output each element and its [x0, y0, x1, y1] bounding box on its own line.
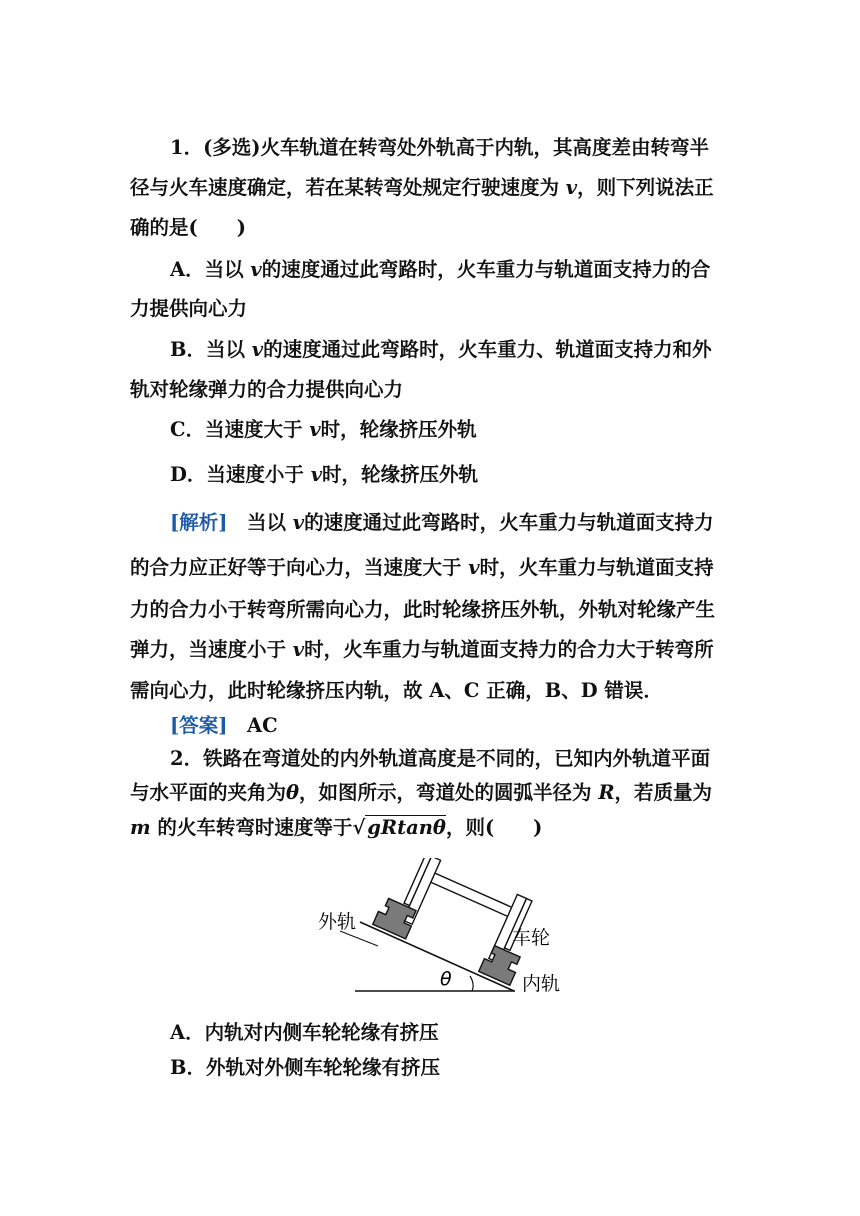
q1-stem-line2: 径与火车速度确定，若在某转弯处规定行驶速度为 v，则下列说法正 — [130, 176, 714, 199]
angle-arc — [470, 976, 473, 991]
rail-curve-diagram — [300, 858, 580, 998]
q1-analysis-line3: 力的合力小于转弯所需向心力，此时轮缘挤压外轨，外轨对轮缘产生 — [130, 598, 716, 621]
q1-option-a: A．当以 v的速度通过此弯路时，火车重力与轨道面支持力的合 — [170, 258, 711, 281]
leader-outer-rail — [340, 931, 378, 946]
q1-answer: [答案] AC — [170, 714, 278, 737]
label-wheel: 车轮 — [512, 927, 551, 949]
q1-analysis-line5: 需向心力，此时轮缘挤压内轨，故 A、C 正确，B、D 错误． — [130, 679, 663, 702]
label-outer-rail: 外轨 — [318, 911, 357, 933]
sqrt-expression: gRtanθ — [367, 816, 446, 839]
analysis-tag: [解析] — [170, 511, 228, 534]
sqrt-sign: √ — [352, 816, 366, 839]
q1-stem-line3: 确的是( ) — [130, 216, 246, 239]
inner-rail — [479, 944, 522, 985]
answer-tag: [答案] — [170, 714, 228, 737]
q1-option-b: B．当以 v的速度通过此弯路时，火车重力、轨道面支持力和外 — [170, 338, 712, 361]
q1-stem-line1: 1．(多选)火车轨道在转弯处外轨高于内轨，其高度差由转弯半 — [170, 136, 710, 159]
label-theta: θ — [440, 968, 452, 990]
q2-option-a: A．内轨对内侧车轮轮缘有挤压 — [170, 1021, 439, 1044]
q1-analysis-line4: 弹力，当速度小于 v时，火车重力与轨道面支持力的合力大于转弯所 — [130, 638, 714, 661]
q2-stem-line2: 与水平面的夹角为θ，如图所示，弯道处的圆弧半径为 R，若质量为 — [130, 781, 713, 804]
axle — [429, 872, 513, 917]
q1-analysis-line2: 的合力应正好等于向心力，当速度大于 v时，火车重力与轨道面支持 — [130, 556, 714, 579]
q2-option-b: B．外轨对外侧车轮轮缘有挤压 — [170, 1056, 440, 1079]
q1-option-c: C．当速度大于 v时，轮缘挤压外轨 — [170, 418, 477, 441]
q1-option-d: D．当速度小于 v时，轮缘挤压外轨 — [170, 463, 479, 486]
q1-analysis-line1: [解析] 当以 v的速度通过此弯路时，火车重力与轨道面支持力 — [170, 511, 714, 534]
q1-option-a-line2: 力提供向心力 — [130, 297, 248, 320]
q2-stem-line3: m 的火车转弯时速度等于√ gRtanθ，则( ) — [130, 816, 543, 839]
q1-option-b-line2: 轨对轮缘弹力的合力提供向心力 — [130, 378, 404, 401]
q2-stem-line1: 2．铁路在弯道处的内外轨道高度是不同的，已知内外轨道平面 — [170, 747, 711, 770]
label-inner-rail: 内轨 — [522, 973, 561, 995]
